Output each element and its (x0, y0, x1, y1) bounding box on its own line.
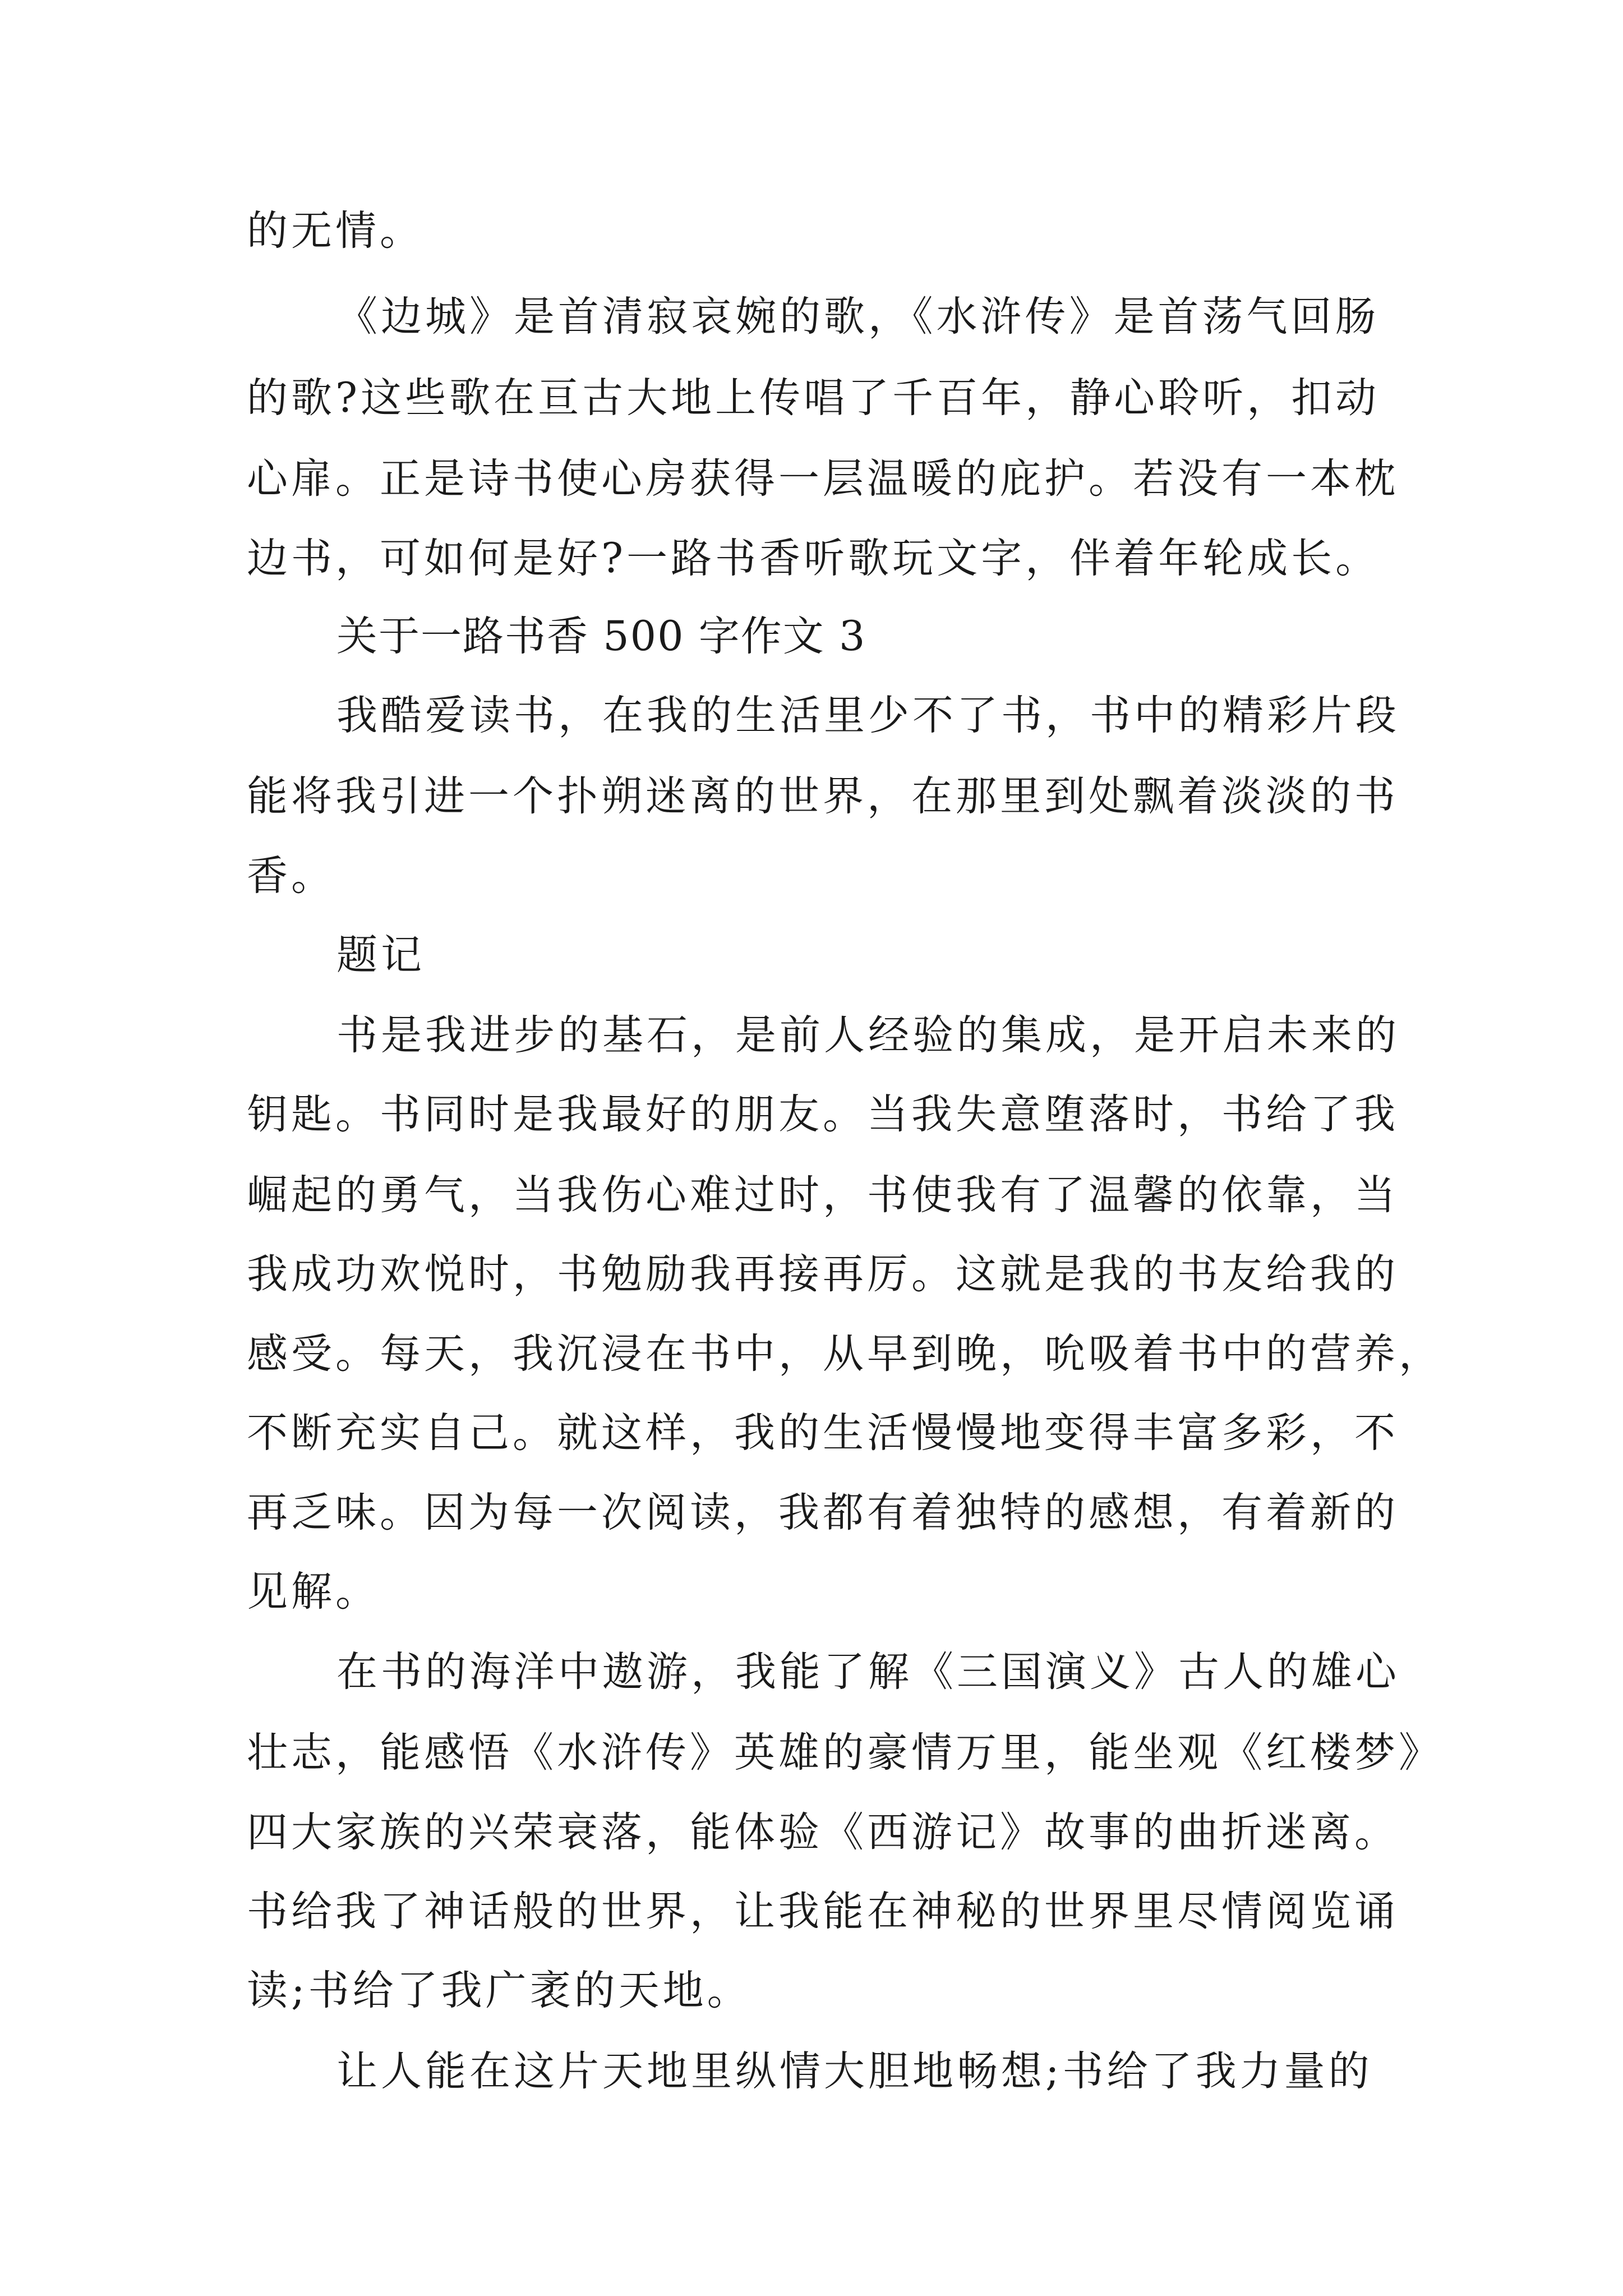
text-line: 边书，可如何是好?一路书香听歌玩文字，伴着年轮成长。 (247, 535, 1380, 582)
text-line: 见解。 (247, 1568, 380, 1616)
text-line: 崛起的勇气，当我伤心难过时，书使我有了温馨的依靠，当 (247, 1171, 1399, 1219)
text-line: 让人能在这片天地里纵情大胆地畅想;书给了我力量的 (336, 2047, 1373, 2095)
text-line: 的歌?这些歌在亘古大地上传唱了千百年，静心聆听，扣动 (247, 374, 1380, 422)
text-line: 壮志，能感悟《水浒传》英雄的豪情万里，能坐观《红楼梦》 (247, 1729, 1443, 1777)
text-line: 感受。每天，我沉浸在书中，从早到晚，吮吸着书中的营养， (247, 1330, 1443, 1378)
text-line: 心扉。正是诗书使心房获得一层温暖的庇护。若没有一本枕 (247, 455, 1399, 503)
text-line: 能将我引进一个扑朔迷离的世界，在那里到处飘着淡淡的书 (247, 772, 1399, 820)
text-line: 钥匙。书同时是我最好的朋友。当我失意堕落时，书给了我 (247, 1091, 1399, 1138)
text-line: 《边城》是首清寂哀婉的歌，《水浒传》是首荡气回肠 (336, 293, 1380, 341)
text-line: 不断充实自己。就这样，我的生活慢慢地变得丰富多彩，不 (247, 1409, 1399, 1457)
text-line: 书是我进步的基石，是前人经验的集成，是开启未来的 (336, 1011, 1400, 1059)
text-line: 我酷爱读书，在我的生活里少不了书，书中的精彩片段 (336, 692, 1400, 739)
text-line: 题记 (336, 931, 425, 979)
text-line: 的无情。 (247, 207, 424, 255)
text-line: 香。 (247, 852, 335, 900)
section-heading: 关于一路书香 500 字作文 3 (336, 613, 866, 660)
text-line: 读;书给了我广袤的天地。 (247, 1967, 751, 2014)
text-line: 四大家族的兴荣衰落，能体验《西游记》故事的曲折迷离。 (247, 1809, 1399, 1856)
text-line: 书给我了神话般的世界，让我能在神秘的世界里尽情阅览诵 (247, 1888, 1399, 1935)
text-line: 我成功欢悦时，书勉励我再接再厉。这就是我的书友给我的 (247, 1250, 1399, 1298)
text-line: 在书的海洋中遨游，我能了解《三国演义》古人的雄心 (336, 1648, 1400, 1696)
text-line: 再乏味。因为每一次阅读，我都有着独特的感想，有着新的 (247, 1489, 1399, 1536)
